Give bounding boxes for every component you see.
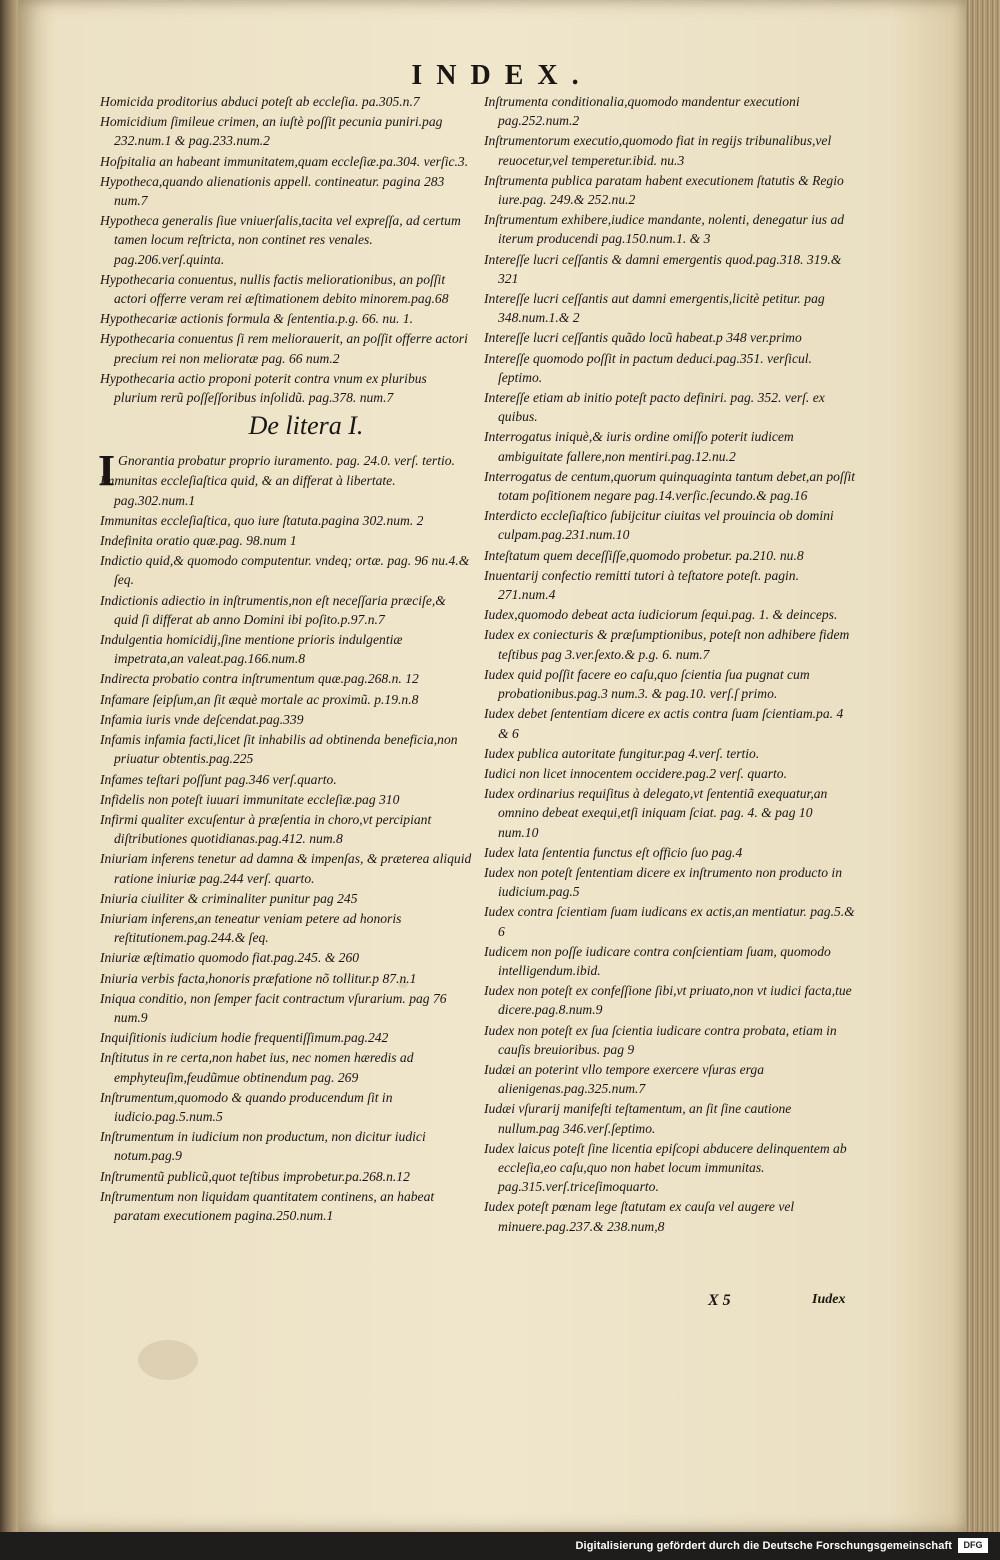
index-entry: Infamis infamia facti,licet ſit inhabilis ad obtinenda beneficia,non priuatur obtentis.pag.225 — [100, 732, 458, 767]
index-entry: Iudex contra ſcientiam ſuam iudicans ex actis,an mentiatur. pag.5.& 6 — [484, 904, 855, 939]
index-entry: Iudicem non poſſe iudicare contra conſcientiam ſuam, quomodo intelligendum.ibid. — [484, 943, 831, 978]
index-entry: Inſtrumentum in iudicium non productum, non dicitur iudici notum.pag.9 — [100, 1129, 426, 1164]
index-entry: Iudex non poteſt ex confeſſione ſibi,vt priuato,non vt iudici facta,tue dicere.pag.8.num.9 — [484, 983, 852, 1018]
index-entry: Indictio quid,& quomodo computentur. vndeq; ortæ. pag. 96 nu.4.& ſeq. — [100, 553, 470, 588]
index-entry: Indirecta probatio contra inſtrumentum quæ.pag.268.n. 12 — [100, 671, 419, 687]
index-entry: Inquiſitionis iudicium hodie frequentiſſimum.pag.242 — [100, 1030, 389, 1046]
index-entry: Iudex quid poſſit facere eo caſu,quo ſcientia ſua pugnat cum probationibus.pag.3 num.3. & pag.10. verſ.ſ primo. — [484, 666, 810, 702]
index-entry: Intereſſe lucri ceſſantis aut damni emergentis,licitè petitur. pag 348.num.1.& 2 — [484, 291, 825, 326]
index-entry: Inſtitutus in re certa,non habet ius, nec nomen hæredis ad emphyteuſim,feudũmue obtinendum pag. 269 — [100, 1050, 414, 1085]
index-entry: Iudæi an poterint vllo tempore exercere vſuras erga alienigenas.pag.325.num.7 — [484, 1061, 764, 1097]
index-entry: Intereſſe lucri ceſſantis quãdo locũ habeat.p 348 ver.primo — [484, 330, 802, 346]
index-entry: Inuentarij confectio remitti tutori à teſtatore poteſt. pagin. 271.num.4 — [484, 567, 800, 603]
drop-cap: I — [98, 446, 116, 496]
index-entry: Hypothecaria conuentus ſi rem meliorauerit, an poſſit offerre actori precium rei non melioratæ pag. 66 num.2 — [100, 331, 468, 366]
page-stack-edge — [966, 0, 1000, 1532]
book-binding-edge — [0, 0, 20, 1540]
index-entry: Homicida proditorius abduci poteſt ab eccleſia. pa.305.n.7 — [100, 94, 420, 109]
index-entry: Intereſſe quomodo poſſit in pactum deduci.pag.351. verſicul. ſeptimo. — [484, 350, 812, 385]
catchword: Iudex — [812, 1292, 846, 1307]
index-column-right — [484, 92, 856, 1237]
index-entry: Iniuria verbis facta,honoris præfatione nõ tollitur.p 87.n.1 — [100, 970, 417, 986]
index-entry: Indulgentia homicidij,ſine mentione prioris indulgentiæ impetrata,an valeat.pag.166.num.8 — [100, 632, 403, 667]
index-entry: Inſtrumenta conditionalia,quomodo mandentur executioni pag.252.num.2 — [484, 94, 800, 129]
index-entry: Iudex ex coniecturis & præſumptionibus, poteſt non adhibere fidem teſtibus pag 3.ver.ſexto.& p.g. 6. num.7 — [484, 627, 850, 662]
index-entry: Hypotheca generalis ſiue vniuerſalis,tacita vel expreſſa, ad certum tamen locum reſtricta, non continet res venales. pag.206.verſ.quinta. — [100, 213, 461, 267]
index-entry: Inſtrumenta publica paratam habent executionem ſtatutis & Regio iure.pag. 249.& 252.nu.2 — [484, 172, 844, 208]
index-entry: Indefinita oratio quæ.pag. 98.num 1 — [100, 533, 297, 549]
funding-credit: Digitalisierung gefördert durch die Deutsche Forschungsgemeinschaft — [575, 1540, 952, 1552]
index-entry: Iniuriam inferens tenetur ad damna & impenſas, & præterea aliquid ratione iniuriæ pag.244 verſ. quarto. — [100, 851, 472, 886]
index-entry: Inteſtatum quem deceſſiſſe,quomodo probetur. pa.210. nu.8 — [484, 547, 804, 563]
page-header: INDEX. — [411, 60, 593, 91]
entries-i — [100, 471, 472, 1225]
index-entry: Intereſſe lucri ceſſantis & damni emergentis quod.pag.318. 319.& 321 — [484, 251, 842, 286]
index-entry: Interrogatus de centum,quorum quinquaginta tantum debet,an poſſit totam poſitionem negare pag.14.verſic.ſecundo.& pag.16 — [484, 468, 856, 504]
index-entry: Hypothecariæ actionis formula & ſententia.p.g. 66. nu. 1. — [100, 311, 414, 327]
index-entry: Immunitas eccleſiaſtica quid, & an differat à libertate. pag.302.num.1 — [100, 473, 396, 508]
index-entry: Homicidium ſimileue crimen, an iuſtè poſſit pecunia puniri.pag 232.num.1 & pag.233.num.2 — [100, 114, 443, 149]
index-entry: Intereſſe etiam ab initio poteſt pacto definiri. pag. 352. verſ. ex quibus. — [484, 390, 825, 425]
index-entry: Iudæi vſurarij manifeſti teſtamentum, an ſit ſine cautione nullum.pag 346.verſ.ſeptimo. — [484, 1101, 792, 1136]
index-entry: Inſtrumentorum executio,quomodo fiat in regijs tribunalibus,vel reuocetur,vel temperetur.ibid. nu.3 — [484, 133, 832, 168]
index-entry: Iudici non licet innocentem occidere.pag.2 verſ. quarto. — [484, 765, 788, 781]
index-entry: Iudex non poteſt ſententiam dicere ex inſtrumento non producto in iudicium.pag.5 — [484, 864, 843, 900]
index-entry: Iudex non poteſt ex ſua ſcientia iudicare contra probata, etiam in cauſis breuioribus. pag 9 — [484, 1022, 837, 1057]
index-entry: Iudex lata ſententia functus eſt officio ſuo pag.4 — [484, 844, 743, 860]
section-heading: De litera I. — [248, 411, 364, 441]
index-entry: Infidelis non poteſt iuuari immunitate eccleſiæ.pag 310 — [100, 791, 400, 807]
index-entry: Iudex poteſt pœnam lege ſtatutam ex cauſa vel augere vel minuere.pag.237.& 238.num,8 — [484, 1199, 795, 1234]
entry-text: Gnorantia probatur proprio iuramento. pag. 24.0. verſ. tertio. — [118, 453, 455, 469]
index-entry: Infamia iuris vnde deſcendat.pag.339 — [100, 711, 304, 727]
index-entry: Immunitas eccleſiaſtica, quo iure ſtatuta.pagina 302.num. 2 — [100, 512, 424, 528]
index-entry: Iniuriam inferens,an teneatur veniam petere ad honoris reſtitutionem.pag.244.& ſeq. — [100, 910, 402, 946]
index-entry: Infames teſtari poſſunt pag.346 verſ.quarto. — [100, 771, 337, 787]
index-entry: Iudex debet ſententiam dicere ex actis contra ſuam ſcientiam.pa. 4 & 6 — [484, 706, 844, 741]
index-entry: Iudex publica autoritate fungitur.pag 4.verſ. tertio. — [484, 745, 760, 761]
index-entry: Infirmi qualiter excuſentur à præſentia in choro,vt percipiant diſtributiones quotidianas.pag.412. num.8 — [100, 811, 432, 847]
entries-i-continued — [484, 92, 856, 1236]
dfg-logo: DFG — [958, 1538, 988, 1553]
index-entry: Iniqua conditio, non ſemper facit contractum vſurarium. pag 76 num.9 — [100, 990, 447, 1025]
entries-h — [100, 92, 472, 407]
index-entry: Iniuriæ æſtimatio quomodo fiat.pag.245. & 260 — [100, 950, 360, 966]
index-entry: Hypothecaria conuentus, nullis factis meliorationibus, an poſſit actori offerre veram rei æſtimationem debito minorem.pag.68 — [100, 271, 449, 307]
index-entry: Iudex,quomodo debeat acta iudiciorum ſequi.pag. 1. & deinceps. — [484, 607, 838, 623]
index-entry: Iudex laicus poteſt ſine licentia epiſcopi abducere delinquentem ab eccleſia,eo caſu,quo non habet locum immunitas. pag.315.verſ.triceſimoquarto. — [484, 1140, 847, 1195]
signature-mark: X 5 — [708, 1292, 731, 1309]
index-entry: Inſtrumentum exhibere,iudice mandante, nolenti, denegatur ius ad iterum producendi pag.150.num.1. & 3 — [484, 212, 845, 247]
index-entry: Hoſpitalia an habeant immunitatem,quam eccleſiæ.pa.304. verſic.3. — [100, 153, 469, 169]
index-entry: Hypothecaria actio proponi poterit contra vnum ex pluribus plurium rerũ poſſeſſoribus inſolidũ. pag.378. num.7 — [100, 370, 427, 406]
index-entry: Interrogatus iniquè,& iuris ordine omiſſo poterit iudicem ambiguitate fallere,non mentiri.pag.12.nu.2 — [484, 429, 794, 464]
index-entry: Inſtrumentum non liquidam quantitatem continens, an habeat paratam executionem pagina.250.num.1 — [100, 1188, 435, 1223]
paper-stain — [138, 1340, 198, 1380]
index-entry: Iniuria ciuiliter & criminaliter punitur pag 245 — [100, 890, 358, 906]
index-entry: Inſtrumentum,quomodo & quando producendum ſit in iudicio.pag.5.num.5 — [100, 1089, 393, 1124]
index-entry: Hypotheca,quando alienationis appell. contineatur. pagina 283 num.7 — [100, 173, 445, 209]
index-entry: Infamare ſeipſum,an ſit æquè mortale ac proximũ. p.19.n.8 — [100, 691, 419, 707]
index-entry: Interdicto eccleſiaſtico ſubijcitur ciuitas vel prouincia ob domini culpam.pag.231.num.10 — [484, 508, 834, 543]
index-entry: Indictionis adiectio in inſtrumentis,non eſt neceſſaria præciſe,& quid ſi differat ab anno Domini ibi poſito.p.97.n.7 — [100, 592, 446, 627]
index-column-left — [100, 92, 472, 1226]
index-entry: Inſtrumentũ publicũ,quot teſtibus improbetur.pa.268.n.12 — [100, 1168, 410, 1184]
index-entry: Iudex ordinarius requiſitus à delegato,vt ſententiã exequatur,an omnino debeat exequi,etſi iniquam ſciat. pag. 4. & pag 10 num.10 — [484, 786, 828, 840]
